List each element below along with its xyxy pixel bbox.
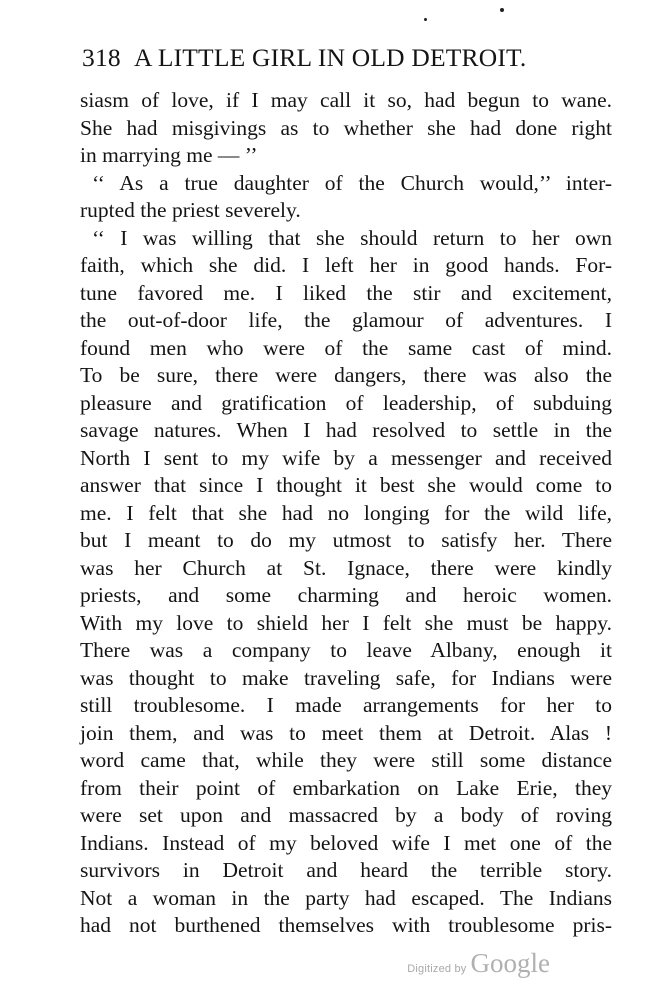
text-line: was her Church at St. Ignace, there were kindly — [80, 555, 612, 580]
text-line: survivors in Detroit and heard the terrible story. — [80, 858, 612, 882]
text-line: join them, and was to meet them at Detroit. Alas ! — [80, 720, 612, 745]
text-line: but I meant to do my utmost to satisfy her. There — [80, 528, 612, 552]
digitized-by-google-watermark — [407, 948, 550, 978]
text-line: faith, which she did. I left her in good hands. For- — [80, 253, 612, 277]
running-header — [82, 38, 612, 78]
text-line: pleasure and gratification of leadership, of subduing — [80, 390, 612, 415]
ink-speck — [424, 18, 427, 21]
text-line: answer that since I thought it best she would come to — [80, 473, 612, 497]
text-line: were set upon and massacred by a body of roving — [80, 803, 612, 827]
text-line: ‘‘ As a true daughter of the Church would,’’ inter- — [92, 170, 612, 195]
text-line: Indians. Instead of my beloved wife I met one of the — [80, 830, 612, 855]
text-line: word came that, while they were still some distance — [80, 748, 612, 772]
text-line: tune favored me. I liked the stir and excitement, — [80, 280, 612, 305]
body-text — [80, 87, 612, 940]
text-line: savage natures. When I had resolved to settle in the — [80, 418, 612, 442]
text-line: found men who were of the same cast of mind. — [80, 335, 612, 360]
text-line: me. I felt that she had no longing for the wild life, — [80, 500, 612, 525]
watermark-prefix: Digitized by — [407, 963, 467, 975]
ink-speck — [500, 8, 504, 12]
google-logo: Google — [470, 948, 550, 978]
text-line: from their point of embarkation on Lake Erie, they — [80, 775, 612, 800]
text-line: priests, and some charming and heroic women. — [80, 583, 612, 607]
running-title: A LITTLE GIRL IN OLD DETROIT. — [134, 43, 527, 72]
text-line: was thought to make traveling safe, for Indians were — [80, 665, 612, 690]
text-line: She had misgivings as to whether she had done right — [80, 115, 612, 140]
text-line: in marrying me — ’’ — [80, 143, 258, 167]
text-line: North I sent to my wife by a messenger and received — [80, 445, 612, 470]
text-line: still troublesome. I made arrangements for her to — [80, 693, 612, 717]
text-line: There was a company to leave Albany, enough it — [80, 638, 612, 662]
text-line: Not a woman in the party had escaped. The Indians — [80, 885, 612, 910]
text-line: ‘‘ I was willing that she should return to her own — [92, 225, 612, 250]
text-line: siasm of love, if I may call it so, had begun to wane. — [80, 88, 612, 112]
text-line: To be sure, there were dangers, there was also the — [80, 363, 612, 387]
text-line: had not burthened themselves with troublesome pris- — [80, 913, 612, 937]
text-line: the out-of-door life, the glamour of adventures. I — [80, 308, 612, 332]
text-line: With my love to shield her I felt she must be happy. — [80, 610, 612, 635]
text-line: rupted the priest severely. — [80, 198, 301, 222]
page-number: 318 — [82, 43, 121, 72]
